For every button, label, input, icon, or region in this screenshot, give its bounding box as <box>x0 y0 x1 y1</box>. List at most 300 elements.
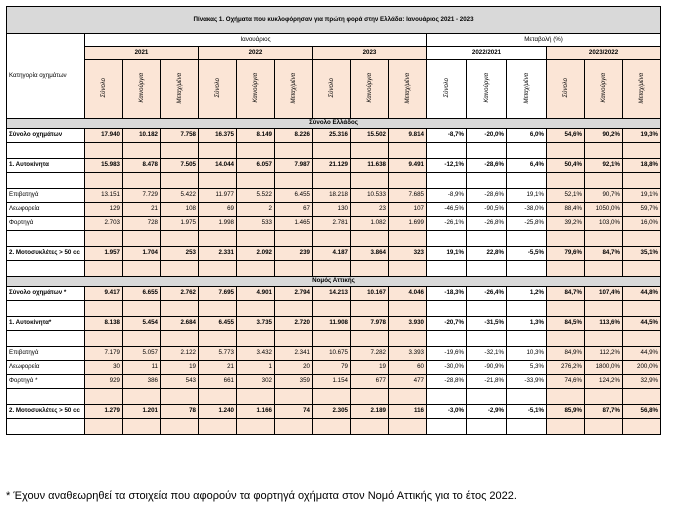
spacer-cell <box>85 301 123 317</box>
value-cell: 19,1% <box>427 247 467 261</box>
spacer-cell <box>623 173 661 189</box>
spacer-cell <box>467 419 507 435</box>
spacer-cell <box>161 331 199 347</box>
spacer-cell <box>313 143 351 159</box>
spacer-cell <box>585 231 623 247</box>
spacer-cell <box>275 261 313 277</box>
value-cell: -5,5% <box>507 247 547 261</box>
spacer-cell <box>427 419 467 435</box>
value-cell: 2.331 <box>199 247 237 261</box>
table-row <box>7 203 661 217</box>
value-cell: 19 <box>161 361 199 375</box>
spacer-cell <box>547 419 585 435</box>
spacer-cell <box>237 419 275 435</box>
value-cell: 2.341 <box>275 347 313 361</box>
value-cell: 90,2% <box>585 129 623 143</box>
subcolumn-label: Σύνολο <box>100 78 107 98</box>
value-cell: 10,3% <box>507 347 547 361</box>
value-cell: 302 <box>237 375 275 389</box>
value-cell: 39,2% <box>547 217 585 231</box>
subcolumn-label: Καινούργια <box>138 73 145 103</box>
spacer-cell <box>7 143 85 159</box>
value-cell: 2.305 <box>313 405 351 419</box>
value-cell: 1,3% <box>507 317 547 331</box>
value-cell: 35,1% <box>623 247 661 261</box>
spacer-cell <box>85 231 123 247</box>
row-label: Λεωφορεία <box>7 203 85 217</box>
value-cell: -31,5% <box>467 317 507 331</box>
spacer-cell <box>161 389 199 405</box>
value-cell: 2.762 <box>161 287 199 301</box>
value-cell: -46,5% <box>427 203 467 217</box>
value-cell: 21 <box>123 203 161 217</box>
spacer-cell <box>161 261 199 277</box>
spacer-cell <box>507 389 547 405</box>
spacer-cell <box>427 143 467 159</box>
subcolumn-header <box>123 60 161 119</box>
value-cell: 7.987 <box>275 159 313 173</box>
value-cell: -2,9% <box>467 405 507 419</box>
value-cell: 113,6% <box>585 317 623 331</box>
value-cell: 2.781 <box>313 217 351 231</box>
value-cell: 7.505 <box>161 159 199 173</box>
row-label: Φορτηγά * <box>7 375 85 389</box>
spacer-cell <box>427 389 467 405</box>
spacer-row <box>7 261 661 277</box>
spacer-cell <box>547 173 585 189</box>
subcolumn-label: Μεταχ/μένα <box>638 72 645 104</box>
value-cell: -5,1% <box>507 405 547 419</box>
spacer-cell <box>507 301 547 317</box>
spacer-cell <box>351 389 389 405</box>
value-cell: 6.057 <box>237 159 275 173</box>
spacer-cell <box>7 261 85 277</box>
row-label: 2. Μοτοσυκλέτες > 50 cc <box>7 405 85 419</box>
spacer-cell <box>427 231 467 247</box>
table-row <box>7 247 661 261</box>
value-cell: 59,7% <box>623 203 661 217</box>
value-cell: 69 <box>199 203 237 217</box>
spacer-row <box>7 419 661 435</box>
spacer-cell <box>161 419 199 435</box>
spacer-cell <box>427 173 467 189</box>
subcolumn-label: Σύνολο <box>214 78 221 98</box>
spacer-cell <box>123 231 161 247</box>
value-cell: 543 <box>161 375 199 389</box>
spacer-cell <box>427 261 467 277</box>
value-cell: 17.940 <box>85 129 123 143</box>
value-cell: 3.735 <box>237 317 275 331</box>
spacer-cell <box>585 173 623 189</box>
value-cell: 90,7% <box>585 189 623 203</box>
value-cell: 1.975 <box>161 217 199 231</box>
subcolumn-header <box>313 60 351 119</box>
value-cell: 1.201 <box>123 405 161 419</box>
spacer-cell <box>467 389 507 405</box>
value-cell: 20 <box>275 361 313 375</box>
spacer-cell <box>85 143 123 159</box>
value-cell: 78 <box>161 405 199 419</box>
spacer-cell <box>389 301 427 317</box>
spacer-cell <box>585 331 623 347</box>
value-cell: 23 <box>351 203 389 217</box>
subcolumn-header <box>389 60 427 119</box>
value-cell: 1,2% <box>507 287 547 301</box>
subcolumn-header <box>427 60 467 119</box>
value-cell: -28,6% <box>467 159 507 173</box>
value-cell: 200,0% <box>623 361 661 375</box>
spacer-cell <box>85 419 123 435</box>
value-cell: 6,4% <box>507 159 547 173</box>
value-cell: 1050,0% <box>585 203 623 217</box>
spacer-cell <box>237 301 275 317</box>
value-cell: 112,2% <box>585 347 623 361</box>
value-cell: 19,1% <box>507 189 547 203</box>
value-cell: 1.166 <box>237 405 275 419</box>
spacer-cell <box>199 261 237 277</box>
spacer-cell <box>199 143 237 159</box>
value-cell: 108 <box>161 203 199 217</box>
header-row-periods <box>7 34 661 47</box>
value-cell: 1.082 <box>351 217 389 231</box>
table-row <box>7 347 661 361</box>
value-cell: 19 <box>351 361 389 375</box>
spacer-cell <box>161 173 199 189</box>
value-cell: 3.930 <box>389 317 427 331</box>
value-cell: 44,5% <box>623 317 661 331</box>
value-cell: 56,8% <box>623 405 661 419</box>
spacer-cell <box>199 301 237 317</box>
spacer-cell <box>547 301 585 317</box>
value-cell: 84,7% <box>585 247 623 261</box>
value-cell: 2.092 <box>237 247 275 261</box>
spacer-cell <box>351 419 389 435</box>
vehicles-table <box>6 6 661 435</box>
table-title: Πίνακας 1. Οχήματα που κυκλοφόρησαν για πρώτη φορά στην Ελλάδα: Ιανουάριος 2021 - 2023 <box>7 7 661 34</box>
spacer-cell <box>467 301 507 317</box>
value-cell: 1.240 <box>199 405 237 419</box>
spacer-cell <box>7 301 85 317</box>
spacer-cell <box>623 331 661 347</box>
value-cell: 11.908 <box>313 317 351 331</box>
value-cell: 3.393 <box>389 347 427 361</box>
spacer-cell <box>275 143 313 159</box>
spacer-cell <box>467 143 507 159</box>
value-cell: 2.122 <box>161 347 199 361</box>
year-header: 2022 <box>199 47 313 60</box>
value-cell: 74 <box>275 405 313 419</box>
spacer-cell <box>123 173 161 189</box>
value-cell: -30,0% <box>427 361 467 375</box>
table-row <box>7 217 661 231</box>
spacer-cell <box>507 173 547 189</box>
subcolumn-label: Μεταχ/μένα <box>176 72 183 104</box>
subcolumn-label: Σύνολο <box>328 78 335 98</box>
value-cell: -19,6% <box>427 347 467 361</box>
value-cell: 25.316 <box>313 129 351 143</box>
spacer-cell <box>507 143 547 159</box>
spacer-cell <box>161 231 199 247</box>
value-cell: 1.957 <box>85 247 123 261</box>
spacer-cell <box>237 389 275 405</box>
value-cell: 79,6% <box>547 247 585 261</box>
spacer-cell <box>351 331 389 347</box>
spacer-cell <box>467 173 507 189</box>
spacer-cell <box>7 389 85 405</box>
subcolumn-label: Μεταχ/μένα <box>523 72 530 104</box>
spacer-cell <box>623 419 661 435</box>
spacer-cell <box>123 301 161 317</box>
spacer-cell <box>275 389 313 405</box>
value-cell: 85,9% <box>547 405 585 419</box>
spacer-cell <box>547 389 585 405</box>
value-cell: 661 <box>199 375 237 389</box>
spacer-cell <box>547 231 585 247</box>
year-header: 2021 <box>85 47 199 60</box>
spacer-cell <box>389 389 427 405</box>
subcolumn-label: Καινούργια <box>252 73 259 103</box>
spacer-cell <box>467 331 507 347</box>
value-cell: 11.977 <box>199 189 237 203</box>
value-cell: 477 <box>389 375 427 389</box>
value-cell: 2.189 <box>351 405 389 419</box>
value-cell: -20,7% <box>427 317 467 331</box>
value-cell: 9.417 <box>85 287 123 301</box>
value-cell: 533 <box>237 217 275 231</box>
spacer-cell <box>427 331 467 347</box>
spacer-cell <box>585 261 623 277</box>
value-cell: 50,4% <box>547 159 585 173</box>
spacer-cell <box>85 261 123 277</box>
spacer-cell <box>389 231 427 247</box>
value-cell: 14.044 <box>199 159 237 173</box>
value-cell: -28,6% <box>467 189 507 203</box>
value-cell: 18,8% <box>623 159 661 173</box>
spacer-cell <box>199 173 237 189</box>
spacer-cell <box>507 331 547 347</box>
value-cell: 84,9% <box>547 347 585 361</box>
value-cell: 11.638 <box>351 159 389 173</box>
spacer-cell <box>351 301 389 317</box>
value-cell: 728 <box>123 217 161 231</box>
spacer-cell <box>313 173 351 189</box>
row-label: 1. Αυτοκίνητα* <box>7 317 85 331</box>
row-label: 2. Μοτοσυκλέτες > 50 cc <box>7 247 85 261</box>
spacer-cell <box>85 331 123 347</box>
table-row <box>7 405 661 419</box>
subcolumn-header <box>467 60 507 119</box>
value-cell: 2.684 <box>161 317 199 331</box>
spacer-cell <box>313 331 351 347</box>
spacer-cell <box>313 261 351 277</box>
spacer-cell <box>275 419 313 435</box>
value-cell: 107,4% <box>585 287 623 301</box>
spacer-cell <box>123 419 161 435</box>
value-cell: 124,2% <box>585 375 623 389</box>
category-header: Κατηγορία οχημάτων <box>7 34 85 119</box>
value-cell: 6.455 <box>275 189 313 203</box>
month-header: Ιανουάριος <box>85 34 427 47</box>
spacer-cell <box>507 419 547 435</box>
value-cell: 10.533 <box>351 189 389 203</box>
spacer-cell <box>507 261 547 277</box>
value-cell: 5.454 <box>123 317 161 331</box>
value-cell: 103,0% <box>585 217 623 231</box>
value-cell: -26,8% <box>467 217 507 231</box>
value-cell: 5.522 <box>237 189 275 203</box>
table-row <box>7 129 661 143</box>
spacer-cell <box>199 389 237 405</box>
row-label: Λεωφορεία <box>7 361 85 375</box>
spacer-cell <box>547 143 585 159</box>
spacer-cell <box>237 143 275 159</box>
subcolumn-label: Μεταχ/μένα <box>404 72 411 104</box>
value-cell: 276,2% <box>547 361 585 375</box>
value-cell: 19,3% <box>623 129 661 143</box>
statistics-table-container <box>6 6 660 435</box>
spacer-cell <box>7 419 85 435</box>
value-cell: 2.794 <box>275 287 313 301</box>
value-cell: 3.432 <box>237 347 275 361</box>
value-cell: 1.465 <box>275 217 313 231</box>
subcolumn-header <box>623 60 661 119</box>
value-cell: -18,3% <box>427 287 467 301</box>
spacer-cell <box>623 231 661 247</box>
value-cell: -32,1% <box>467 347 507 361</box>
value-cell: 8.138 <box>85 317 123 331</box>
spacer-cell <box>237 331 275 347</box>
value-cell: 7.282 <box>351 347 389 361</box>
subcolumn-header <box>199 60 237 119</box>
spacer-cell <box>123 331 161 347</box>
subcolumn-label: Καινούργια <box>366 73 373 103</box>
value-cell: 44,9% <box>623 347 661 361</box>
spacer-cell <box>313 301 351 317</box>
table-row <box>7 159 661 173</box>
spacer-cell <box>585 389 623 405</box>
spacer-cell <box>427 301 467 317</box>
value-cell: 107 <box>389 203 427 217</box>
row-label: Φορτηγά <box>7 217 85 231</box>
value-cell: 5.773 <box>199 347 237 361</box>
value-cell: 10.182 <box>123 129 161 143</box>
change-period-header: 2023/2022 <box>547 47 661 60</box>
spacer-cell <box>313 389 351 405</box>
spacer-cell <box>507 231 547 247</box>
change-period-header: 2022/2021 <box>427 47 547 60</box>
spacer-cell <box>389 331 427 347</box>
value-cell: 13.151 <box>85 189 123 203</box>
spacer-cell <box>623 261 661 277</box>
spacer-cell <box>467 261 507 277</box>
value-cell: 7.695 <box>199 287 237 301</box>
spacer-cell <box>351 173 389 189</box>
value-cell: 32,9% <box>623 375 661 389</box>
value-cell: 92,1% <box>585 159 623 173</box>
spacer-cell <box>585 419 623 435</box>
spacer-cell <box>85 173 123 189</box>
value-cell: 386 <box>123 375 161 389</box>
section-header-row <box>7 119 661 129</box>
value-cell: 5.057 <box>123 347 161 361</box>
table-row <box>7 287 661 301</box>
value-cell: 1.154 <box>313 375 351 389</box>
value-cell: -3,0% <box>427 405 467 419</box>
value-cell: 6.455 <box>199 317 237 331</box>
value-cell: 1 <box>237 361 275 375</box>
row-label: 1. Αυτοκίνητα <box>7 159 85 173</box>
section-title: Νομός Αττικής <box>7 277 661 287</box>
value-cell: 4.187 <box>313 247 351 261</box>
spacer-cell <box>7 331 85 347</box>
spacer-cell <box>389 173 427 189</box>
value-cell: 74,6% <box>547 375 585 389</box>
value-cell: 21.129 <box>313 159 351 173</box>
table-row <box>7 375 661 389</box>
value-cell: 84,7% <box>547 287 585 301</box>
value-cell: 677 <box>351 375 389 389</box>
spacer-cell <box>161 301 199 317</box>
value-cell: 8.478 <box>123 159 161 173</box>
value-cell: -8,7% <box>427 129 467 143</box>
spacer-cell <box>585 143 623 159</box>
value-cell: 8.149 <box>237 129 275 143</box>
value-cell: 7.729 <box>123 189 161 203</box>
spacer-cell <box>389 261 427 277</box>
value-cell: 4.901 <box>237 287 275 301</box>
change-header: Μεταβολή (%) <box>427 34 661 47</box>
spacer-row <box>7 301 661 317</box>
spacer-cell <box>275 331 313 347</box>
value-cell: 929 <box>85 375 123 389</box>
value-cell: -26,1% <box>427 217 467 231</box>
value-cell: 116 <box>389 405 427 419</box>
value-cell: -8,9% <box>427 189 467 203</box>
subcolumn-header <box>275 60 313 119</box>
spacer-row <box>7 331 661 347</box>
value-cell: 239 <box>275 247 313 261</box>
spacer-cell <box>389 419 427 435</box>
spacer-cell <box>467 231 507 247</box>
subcolumn-label: Καινούργια <box>483 73 490 103</box>
value-cell: 84,5% <box>547 317 585 331</box>
spacer-cell <box>351 261 389 277</box>
value-cell: 2.720 <box>275 317 313 331</box>
spacer-cell <box>123 389 161 405</box>
subcolumn-header <box>585 60 623 119</box>
value-cell: 7.685 <box>389 189 427 203</box>
spacer-row <box>7 143 661 159</box>
year-header: 2023 <box>313 47 427 60</box>
spacer-cell <box>161 143 199 159</box>
spacer-cell <box>7 173 85 189</box>
value-cell: 44,8% <box>623 287 661 301</box>
table-row <box>7 317 661 331</box>
spacer-cell <box>275 231 313 247</box>
value-cell: 10.675 <box>313 347 351 361</box>
value-cell: 6.655 <box>123 287 161 301</box>
spacer-row <box>7 231 661 247</box>
value-cell: 18.218 <box>313 189 351 203</box>
value-cell: 4.046 <box>389 287 427 301</box>
value-cell: 10.167 <box>351 287 389 301</box>
value-cell: 323 <box>389 247 427 261</box>
spacer-cell <box>7 231 85 247</box>
value-cell: 87,7% <box>585 405 623 419</box>
value-cell: 1.279 <box>85 405 123 419</box>
value-cell: 253 <box>161 247 199 261</box>
value-cell: -12,1% <box>427 159 467 173</box>
